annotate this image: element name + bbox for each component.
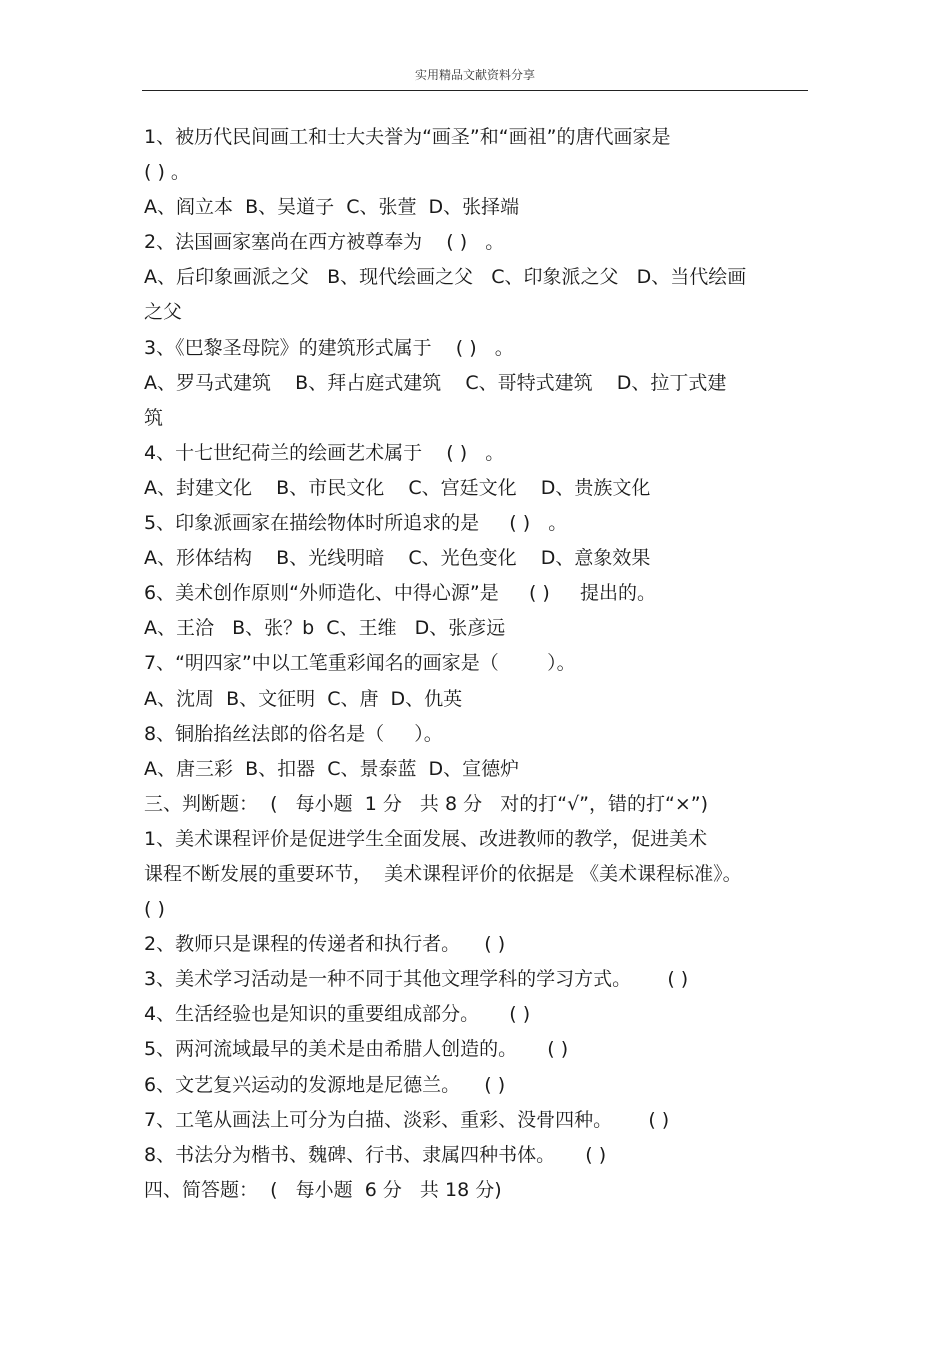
text-line: A、后印象画派之父 B、现代绘画之父 C、印象派之父 D、当代绘画 [144,266,747,289]
section-heading: 四、简答题： ( 每小题 6 分 共 18 分) [144,1178,502,1201]
text-line: 5、两河流域最早的美术是由希腊人创造的。 ( ) [144,1038,569,1061]
text-line: 筑 [144,406,164,429]
text-line: 1、被历代民间画工和士大夫誉为“画圣”和“画祖”的唐代画家是 [144,126,671,148]
text-line: 8、书法分为楷书、魏碑、行书、隶属四种书体。 ( ) [144,1143,607,1166]
document-body [144,120,804,1208]
text-line: A、王洽 B、张？b C、王维 D、张彦远 [144,617,506,640]
text-line: 4、生活经验也是知识的重要组成部分。 ( ) [144,1003,531,1026]
text-line: 3、《巴黎圣母院》的建筑形式属于 ( ) 。 [144,336,514,359]
text-line: 8、铜胎掐丝法郎的俗名是（ ）。 [144,722,443,745]
text-line: A、封建文化 B、市民文化 C、宫廷文化 D、贵族文化 [144,476,651,499]
text-line: 2、法国画家塞尚在西方被尊奉为 ( ) 。 [144,231,505,254]
text-line: A、唐三彩 B、扣器 C、景泰蓝 D、宣德炉 [144,757,520,780]
text-line: 2、教师只是课程的传递者和执行者。 ( ) [144,933,506,956]
text-line: ( ) [144,898,165,921]
text-line: 5、印象派画家在描绘物体时所追求的是 ( ) 。 [144,512,568,535]
text-line: A、沈周 B、文征明 C、唐 D、仇英 [144,687,463,710]
text-line: A、形体结构 B、光线明暗 C、光色变化 D、意象效果 [144,547,651,570]
text-line: A、罗马式建筑 B、拜占庭式建筑 C、哥特式建筑 D、拉丁式建 [144,371,727,394]
text-line: 7、“明四家”中以工笔重彩闻名的画家是（ ）。 [144,652,576,675]
text-line: 课程不断发展的重要环节， 美术课程评价的依据是 《美术课程标准》。 [144,862,742,885]
text-line: A、阎立本 B、吴道子 C、张萱 D、张择端 [144,196,520,219]
page-header-title: 实用精品文献资料分享 [414,68,535,82]
text-line: 之父 [144,301,183,324]
text-line: 4、十七世纪荷兰的绘画艺术属于 ( ) 。 [144,441,505,464]
text-line: 6、文艺复兴运动的发源地是尼德兰。 ( ) [144,1073,506,1096]
text-line: 3、美术学习活动是一种不同于其他文理学科的学习方式。 ( ) [144,968,689,991]
section-heading: 三、判断题： ( 每小题 1 分 共 8 分 对的打“√”，错的打“×”) [144,792,709,815]
text-line: 1、美术课程评价是促进学生全面发展、改进教师的教学，促进美术 [144,827,708,850]
text-line: 7、工笔从画法上可分为白描、淡彩、重彩、没骨四种。 ( ) [144,1108,670,1131]
text-line: ( ) 。 [144,161,190,184]
header-divider [142,90,808,91]
text-line: 6、美术创作原则“外师造化、中得心源”是 ( ) 提出的。 [144,582,657,605]
